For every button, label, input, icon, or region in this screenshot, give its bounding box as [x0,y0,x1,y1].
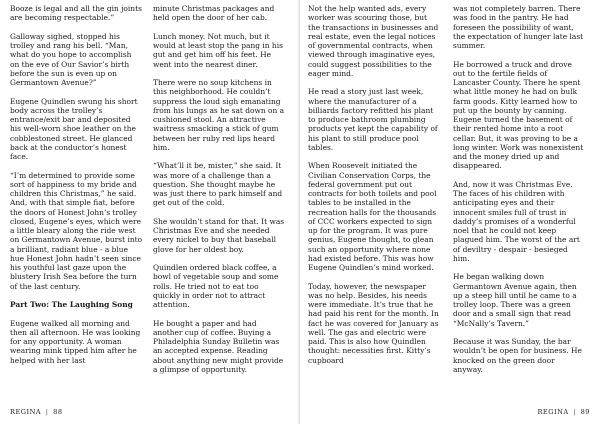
footer-title: REGINA [537,408,569,416]
page-footer [537,408,590,416]
paragraph: He began walking down Germantown Avenue again, then up a steep hill until he came to a trolley loop. There was a green door and a small sign that read “McNally’s Tavern.” [453,272,577,328]
section-heading: Part Two: The Laughing Song [10,300,133,309]
footer-title: REGINA [10,408,42,416]
page-number: 88 [53,408,63,416]
right-page-column-1 [308,4,441,400]
paragraph: Eugene walked all morning and then all afternoon. He was looking for any opportunity. A woman wearing mink tipped him after he helped with her last [10,318,141,365]
paragraph: Today, however, the newspaper was no help. Besides, his needs were immediate. It’s true that he had paid his rent for the month. In fact he was covered for January as well. The gas and electric were paid. This is also how Quindlen thought: necessities first. Kitty’s cupboard [308,281,439,365]
paragraph: minute Christmas packages and held open the door of her cab. [153,4,275,23]
paragraph: And, now it was Christmas Eve. The faces of his children with anticipating eyes and their innocent smiles full of trust in daddy’s promises of a wonderful noel that he could not keep plagued him. The worst of the art of deviltry - despair - besieged him. [453,179,580,263]
paragraph: was not completely barren. There was food in the pantry. He had foreseen the possibility of want, the expectation of hunger late last summer. [453,4,584,50]
left-page-column-2 [153,4,286,400]
paragraph: When Roosevelt initiated the Civilian Conservation Corps, the federal government put out contracts for both toilets and pool tables to be installed in the recreation halls for the thousands of CCC workers expected to sign up for the program. It was pure genius, Eugene thought, to glean such an opportunity where none had existed before. This was how Eugene Quindlen’s mind worked. [308,161,437,272]
paragraph: She wouldn’t stand for that. It was Christmas Eve and she needed every nickel to buy that baseball glove for her oldest boy. [153,216,285,254]
paragraph: Galloway sighed, stopped his trolley and rang his bell. “Man, what do you hope to accomplish on the eve of Our Savior’s birth before the sun is even up on Germantown Avenue?” [10,31,132,87]
paragraph: “What’ll it be, mister,” she said. It was more of a challenge than a question. She thought maybe he was just there to park himself and get out of the cold. [153,161,283,208]
left-page-column-1 [10,4,143,400]
paragraph: Lunch money. Not much, but it would at least stop the pang in his gut and get him off his feet. He went into the nearest diner. [153,31,283,69]
footer-separator: | [573,408,576,416]
right-page-column-2 [453,4,586,400]
paragraph: Eugene Quindlen swung his short body across the trolley’s entrance/exit bar and deposited his well-worn shoe leather on the cobblestoned street. He glanced back at the conductor’s honest face. [10,96,138,161]
paragraph: “I’m determined to provide some sort of happiness to my bride and children this Christmas,” he said. And, with that simple fiat, before the doors of Honest John’s trolley closed, Eugene’s eyes, which were a little bleary along the ride west on Germantown Avenue, burst into a brilliant, radiant blue - a blue hue Honest John hadn’t seen since his youthful last gaze upon the blustery Irish Sea before the turn of the last century. [10,170,143,291]
footer-separator: | [45,408,49,416]
paragraph: He read a story just last week, where the manufacturer of a billiards factory refitted his plant to produce bathroom plumbing products yet kept the capability of his plant to still produce pool tables. [308,87,438,152]
page-number: 89 [580,408,590,416]
paragraph: He bought a paper and had another cup of coffee. Buying a Philadelphia Sunday Bulletin was an accepted expense. Reading about anything new might provide a glimpse of opportunity. [153,318,284,374]
page-footer [10,408,63,416]
paragraph: There were no soup kitchens in this neighborhood. He couldn’t suppress the loud sigh emanating from his lungs as he sat down on a cushioned stool. An attractive waitress smacking a stick of gum between her ruby red lips heard him. [153,78,285,152]
paragraph: Not the help wanted ads, every worker was scouring those, but the transactions in businesses and real estate, even the legal notices of governmental contracts, when viewed through imaginative eyes, could suggest possibilities to the eager mind. [308,4,439,78]
right-page [300,0,600,424]
paragraph: Booze is legal and all the gin joints are becoming respectable.” [10,4,142,23]
paragraph: He borrowed a truck and drove out to the fertile fields of Lancaster County. There he spent what little money he had on bulk farm goods. Kitty learned how to put up the bounty by canning. Eugene turned the basement of their rented home into a root cellar. But, it was proving to be a long winter. Work was nonexistent and the money dried up and disappeared. [453,59,584,171]
paragraph: Because it was Sunday, the bar wouldn’t be open for business. He knocked on the green door anyway. [453,337,582,374]
paragraph: Quindlen ordered black coffee, a bowl of vegetable soup and some rolls. He tried not to eat too quickly in order not to attract attention. [153,263,279,309]
